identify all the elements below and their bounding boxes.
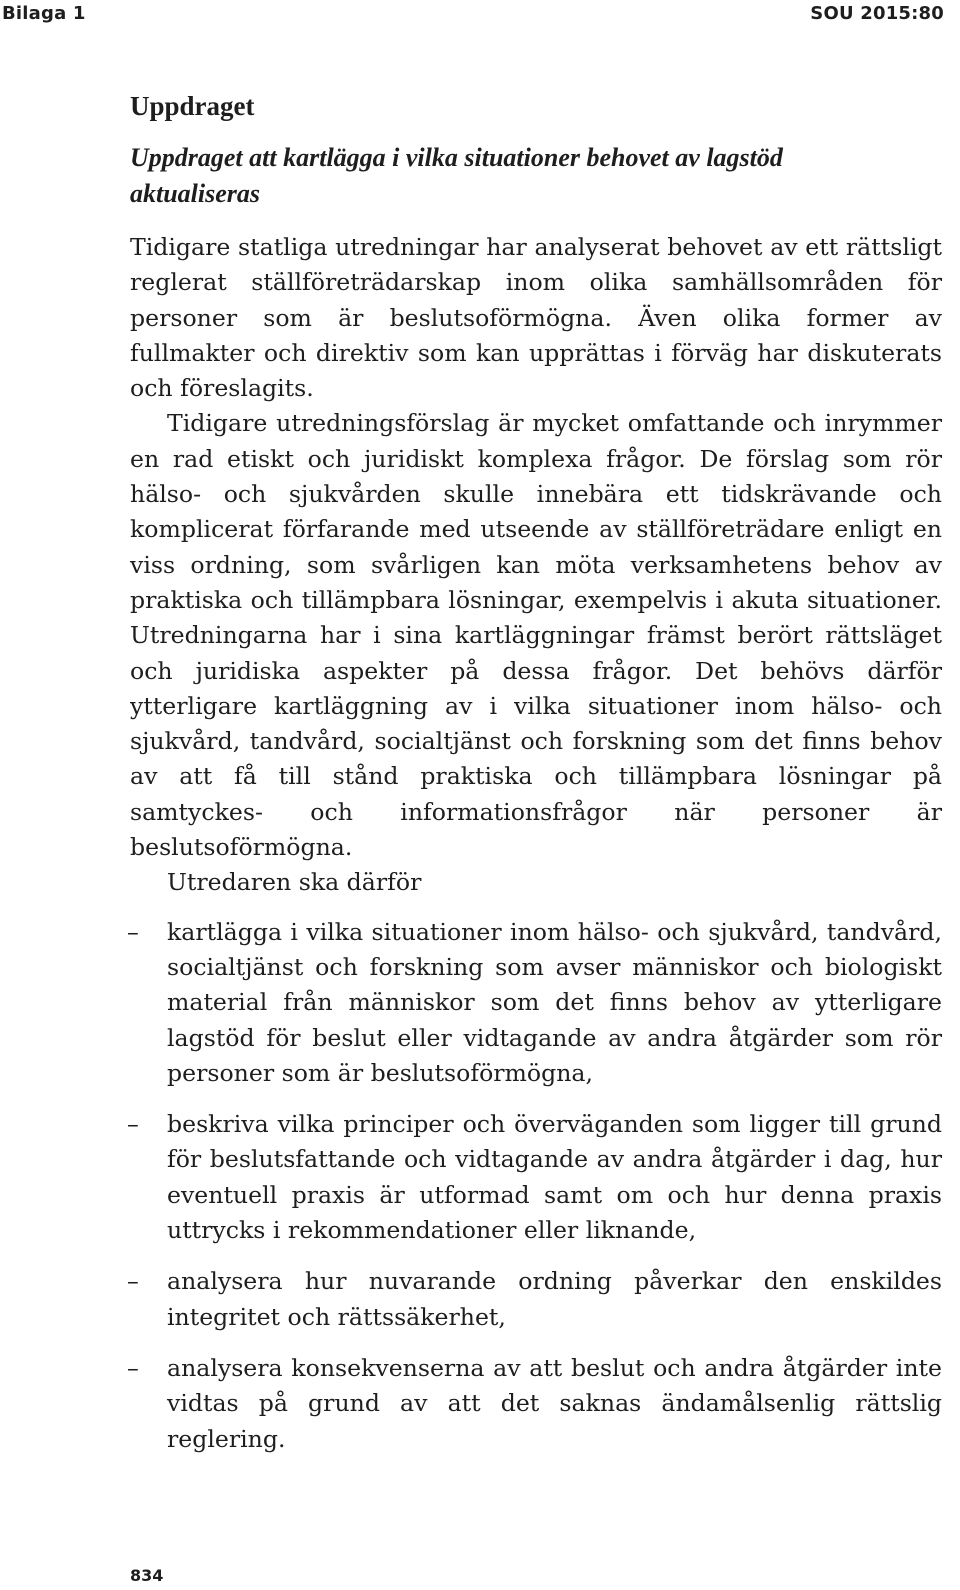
- paragraph: Tidigare utredningsförslag är mycket omfattande och inrymmer en rad etiskt och juridiskt komplexa frågor. De förslag som rör hälso- och sjukvården skulle innebära ett tidskrävande och komplicerat förfarande med utseende av ställföreträdare enligt en viss ordning, som svårligen kan möta verksamhetens behov av praktiska och tillämpbara lösningar, exempelvis i akuta situationer. Utredningarna har i sina kartläggningar främst berört rättsläget och juridiska aspekter på dessa frågor. Det behövs därför ytterligare kartläggning av i vilka situationer inom hälso- och sjukvård, tandvård, socialtjänst och forskning som det finns behov av att få till stånd praktiska och tillämpbara lösningar på samtyckes- och informationsfrågor när personer är beslutsoförmögna.: [130, 409, 942, 862]
- paragraph: Tidigare statliga utredningar har analyserat behovet av ett rättsligt reglerat ställföreträdarskap inom olika samhällsområden för personer som är beslutsoförmögna. Även olika former av fullmakter och direktiv som kan upprättas i förväg har diskuterats och föreslagits.: [130, 233, 942, 403]
- header-appendix-label: Bilaga 1: [2, 3, 86, 24]
- section-subtitle: Uppdraget att kartlägga i vilka situationer behovet av lagstöd aktualiseras: [130, 143, 783, 208]
- list-item: [127, 1351, 942, 1457]
- dash-bullet: –: [127, 1353, 139, 1382]
- dash-bullet: –: [127, 1110, 139, 1139]
- task-list: [127, 915, 942, 1457]
- list-item: [127, 915, 942, 1091]
- list-item-text: analysera konsekvenserna av att beslut och andra åtgärder inte vidtas på grund av att det saknas ändamålsenlig rättslig reglering.: [167, 1353, 942, 1453]
- list-item-text: analysera hur nuvarande ordning påverkar den enskildes integritet och rättssäkerhet,: [167, 1267, 942, 1331]
- header-report-id: SOU 2015:80: [810, 3, 944, 24]
- section-title: Uppdraget: [130, 91, 255, 121]
- list-intro: Utredaren ska därför: [167, 868, 422, 897]
- list-item-text: kartlägga i vilka situationer inom hälso- och sjukvård, tandvård, socialtjänst och forskning som avser människor och biologiskt material från människor som det finns behov av ytterligare lagstöd för beslut eller vidtagande av andra åtgärder som rör personer som är beslutsoförmögna,: [167, 917, 942, 1087]
- page-number: 834: [130, 1566, 164, 1585]
- dash-bullet: –: [127, 1267, 139, 1296]
- list-item: [127, 1107, 942, 1248]
- dash-bullet: –: [127, 917, 139, 946]
- list-item-text: beskriva vilka principer och överväganden som ligger till grund för beslutsfattande och vidtagande av andra åtgärder i dag, hur eventuell praxis är utformad samt om och hur denna praxis uttrycks i rekommendationer eller liknande,: [167, 1110, 942, 1245]
- list-item: [127, 1264, 942, 1335]
- document-body: [127, 88, 942, 1473]
